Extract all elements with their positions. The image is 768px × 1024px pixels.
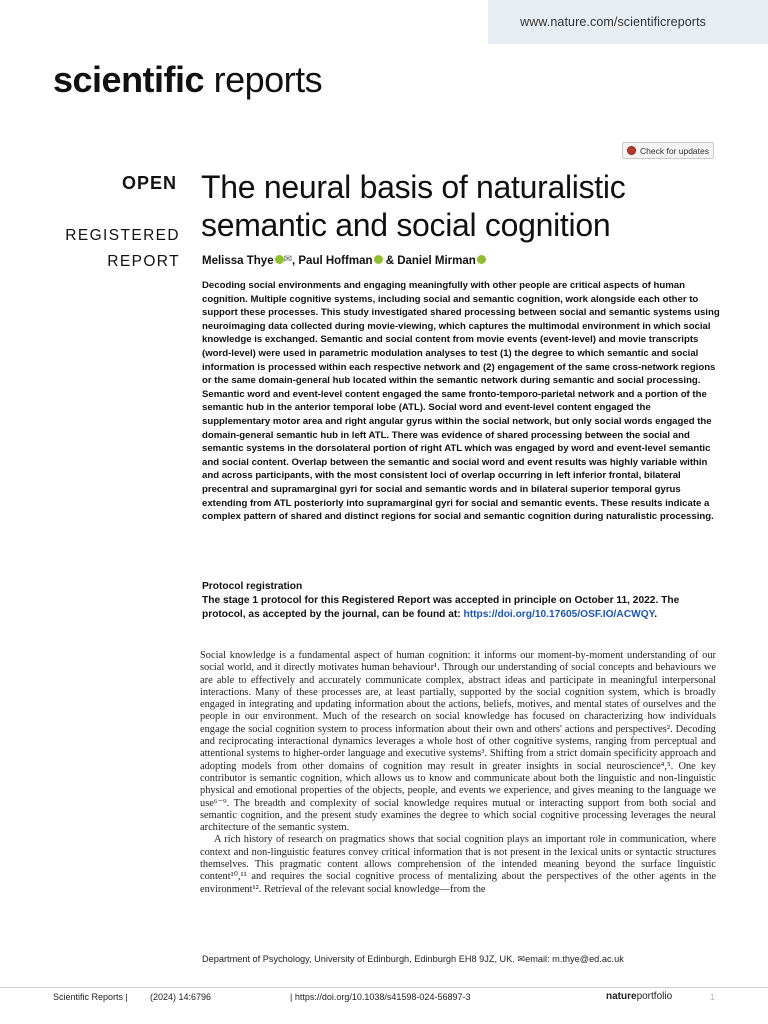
footer-volume: (2024) 14:6796 bbox=[150, 992, 212, 1002]
orcid-icon[interactable] bbox=[374, 255, 383, 264]
main-body-text bbox=[200, 650, 716, 896]
body-paragraph-1: Social knowledge is a fundamental aspect of human cognition: it informs our moment-by-moment understanding of our social world, and it directly motivates human behaviour¹. Through our understanding of social concepts and behaviours we are able to effectively and accurately communicate complex, abstract ideas and participate in meaningful interpersonal interactions. Many of these processes are, at least partially, supported by the social cognition system, which is broadly engaged in integrating and updating information about the actions, beliefs, motives, and mental states of ourselves and the people in our environment. Much of the research on social knowledge has focused on characterizing how individuals engage the social cognition system to process information about their own and others' actions and perspectives². Decoding and reciprocating interactional dynamics leverages a whole host of other cognitive systems, ranging from perceptual and attentional systems to higher-order language and executive systems³. Shifting from a strict domain specificity approach and adopting models from other domains of cognition may result in greater insights in social neuroscience⁴,⁵. One key contributor is semantic cognition, which allows us to know and communicate about both the linguistic and non-linguistic physical and emotional properties of the objects, people, and events we experience, and gives meaning to the language we use⁶⁻⁹. The breadth and complexity of social knowledge requires mutual or interacting support from both social and semantic cognition, and the present study examines the degree to which social cognitive processing leverages the neural architecture of the semantic system. bbox=[200, 650, 716, 834]
publisher-logo bbox=[606, 991, 672, 1002]
author-name[interactable]: Melissa Thye bbox=[202, 255, 274, 267]
footer-journal: Scientific Reports | bbox=[53, 992, 128, 1002]
publisher-regular: portfolio bbox=[636, 991, 673, 1002]
envelope-icon[interactable]: ✉ bbox=[283, 254, 292, 265]
protocol-text: The stage 1 protocol for this Registered Report was accepted in principle on October 11, 2022. The protocol, as accepted by the journal, can be found at: bbox=[202, 595, 680, 620]
page-number: 1 bbox=[710, 992, 716, 1002]
affiliation-footnote: Department of Psychology, University of Edinburgh, Edinburgh EH8 9JZ, UK. ✉email: m.thye@ed.ac.uk bbox=[202, 954, 624, 964]
article-type-line-1: REGISTERED bbox=[65, 227, 180, 244]
protocol-heading: Protocol registration bbox=[202, 581, 303, 592]
footer-doi[interactable]: | https://doi.org/10.1038/s41598-024-56897-3 bbox=[290, 992, 471, 1002]
article-title: The neural basis of naturalistic semantic and social cognition bbox=[201, 169, 626, 243]
author-name[interactable]: , Paul Hoffman bbox=[291, 255, 373, 267]
journal-brand-logo bbox=[53, 59, 323, 100]
check-for-updates-label: Check for updates bbox=[640, 145, 709, 156]
footer-divider bbox=[0, 987, 768, 988]
protocol-registration bbox=[202, 580, 720, 622]
brand-regular-word: reports bbox=[213, 59, 323, 100]
check-for-updates-button[interactable] bbox=[622, 142, 714, 159]
body-paragraph-2: A rich history of research on pragmatics shows that social cognition plays an important role in communication, where context and non-linguistic features convey critical information that is not present in the lexical units or syntactic structures themselves. This pragmatic content allows comprehension of the intended meaning beyond the surface linguistic content¹⁰,¹¹ and requires the social cognitive process of mentalizing about the perspectives of the other agents in the environment¹². Retrieval of the relevant social knowledge—from the bbox=[200, 834, 716, 895]
crossmark-icon bbox=[627, 146, 636, 155]
protocol-statement bbox=[202, 594, 720, 622]
orcid-icon[interactable] bbox=[477, 255, 486, 264]
author-name[interactable]: & Daniel Mirman bbox=[382, 255, 476, 267]
journal-url[interactable]: www.nature.com/scientificreports bbox=[520, 15, 706, 29]
brand-bold-word: scientific bbox=[53, 59, 205, 100]
orcid-icon[interactable] bbox=[275, 255, 284, 264]
open-access-label: OPEN bbox=[122, 173, 178, 193]
protocol-doi-link[interactable]: https://doi.org/10.17605/OSF.IO/ACWQY bbox=[463, 609, 655, 620]
author-list bbox=[202, 254, 486, 267]
abstract-text: Decoding social environments and engaging meaningfully with other people are critical aspects of human cognition. Multiple cognitive systems, including social and semantic cognition, work alongside each other to support these processes. This study investigated shared processing between social and semantic systems using neuroimaging data collected during movie-viewing, which captures the multimodal environment in which social knowledge is exchanged. Semantic and social content from movie events (event-level) and movie transcripts (word-level) were used in parametric modulation analyses to test (1) the degree to which semantic and social information is processed within each respective network and (2) engagement of the same cross-network regions or the same domain-general hub located within the semantic network during semantic and social processing. Semantic word and event-level content engaged the same fronto-temporo-parietal network and a portion of the semantic hub in the anterior temporal lobe (ATL). Social word and event-level content engaged the supplementary motor area and right angular gyrus within the social network, but only social words engaged the domain-general semantic hub in left ATL. There was evidence of shared processing between the social and semantic systems in the dorsolateral portion of right ATL which was engaged by word and event-level semantic and social content. Overlap between the semantic and social word and event results was highly variable within and across participants, with the most consistent loci of overlap occurring in left inferior frontal, bilateral precentral and supramarginal gyri for social and semantic words and in bilateral superior temporal gyrus extending from ATL posteriorly into supramarginal gyri for social and semantic events. These results indicate a complex pattern of shared and distinct regions for social and semantic cognition during naturalistic processing. bbox=[202, 280, 720, 523]
article-type-line-2: REPORT bbox=[107, 253, 180, 270]
top-header-bar bbox=[0, 0, 768, 44]
article-type-label bbox=[65, 223, 180, 275]
publisher-bold: nature bbox=[606, 991, 637, 1002]
protocol-text-end: . bbox=[654, 609, 658, 620]
